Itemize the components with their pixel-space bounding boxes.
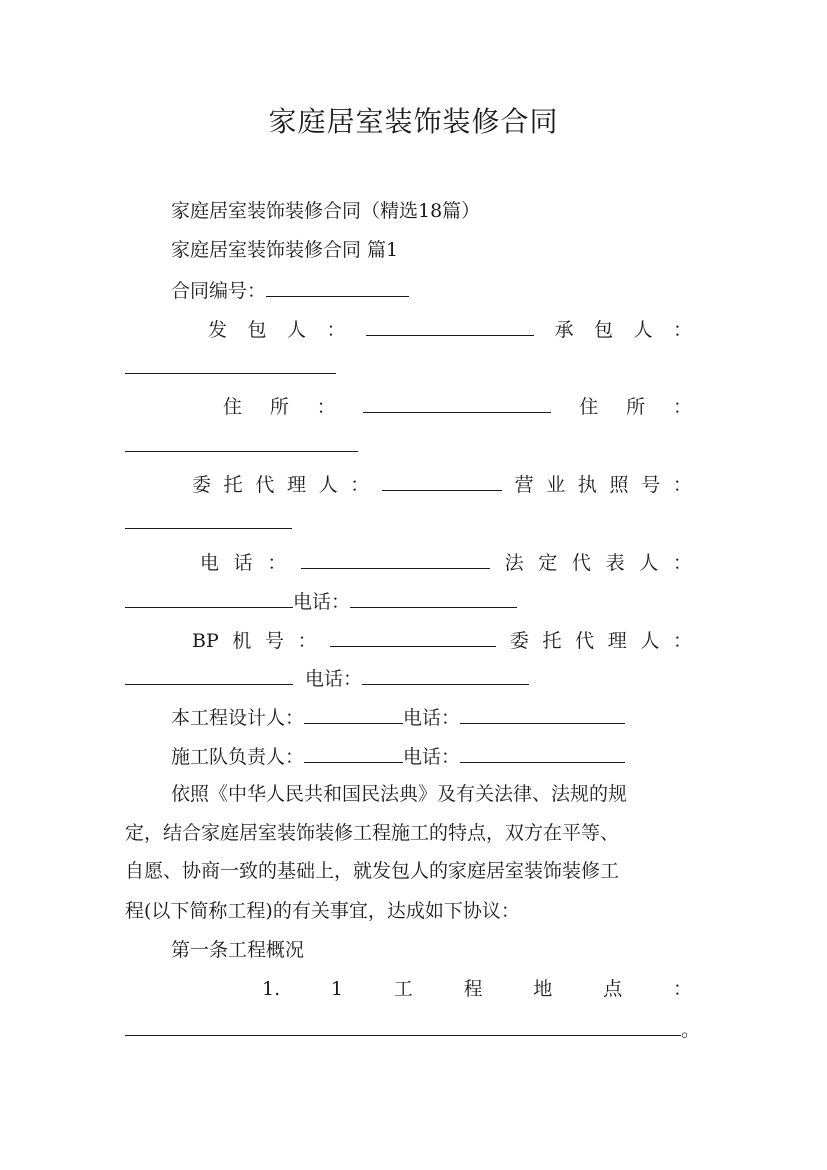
agent-b-blank <box>125 664 293 685</box>
phone-b-label: 电话： <box>293 591 351 613</box>
phone-b-blank <box>350 587 517 608</box>
designer-blank <box>304 703 403 724</box>
team-leader-phone-blank <box>460 742 625 763</box>
team-leader-phone-label: 电话： <box>403 746 461 768</box>
agent-license-line <box>192 470 692 498</box>
pager-label-2: 机 <box>232 630 252 652</box>
legal-rep-label-1: 法 <box>504 552 524 574</box>
license-label-2: 业 <box>546 474 566 496</box>
site-label-4: 程 <box>463 978 483 1000</box>
phone-label-3: ： <box>267 552 287 574</box>
site-label-1: 1. <box>262 978 281 1000</box>
agent-label-2: 托 <box>223 474 243 496</box>
license-label-3: 执 <box>577 474 597 496</box>
paragraph-line-2: 定，结合家庭居室装饰装修工程施工的特点，双方在平等、 <box>125 822 620 844</box>
address-a-label-3: ： <box>316 396 336 418</box>
party-a-label-1: 发 <box>208 319 228 341</box>
license-continuation <box>125 508 697 536</box>
license-label-6: ： <box>672 474 692 496</box>
subtitle: 家庭居室装饰装修合同（精选18篇） <box>171 200 481 222</box>
team-leader-line <box>171 742 697 770</box>
agent-label-4: 理 <box>286 474 306 496</box>
team-leader-blank <box>304 742 403 763</box>
agent-b-label-2: 托 <box>542 630 562 652</box>
article-one-heading: 第一条工程概况 <box>171 939 305 961</box>
site-label-7: ： <box>672 978 692 1000</box>
contract-number-blank <box>266 276 409 297</box>
designer-phone-blank <box>460 703 625 724</box>
agent-b-label-4: 理 <box>607 630 627 652</box>
phone-legal-line <box>200 548 692 576</box>
legal-rep-blank <box>125 587 293 608</box>
address-a-label-1: 住 <box>223 396 243 418</box>
phone-a-blank <box>301 548 490 569</box>
legal-rep-label-3: 代 <box>571 552 591 574</box>
paragraph-line-1: 依照《中华人民共和国民法典》及有关法律、法规的规 <box>171 783 628 805</box>
phone-label-1: 电 <box>200 552 220 574</box>
legal-rep-label-4: 表 <box>605 552 625 574</box>
contract-number-line <box>171 276 697 304</box>
party-b-label-3: 人 <box>633 319 653 341</box>
legal-rep-continuation <box>125 587 697 615</box>
legal-rep-label-2: 定 <box>538 552 558 574</box>
site-label-6: 点 <box>603 978 623 1000</box>
license-label-5: 号 <box>641 474 661 496</box>
agent-label-1: 委 <box>192 474 212 496</box>
party-b-label-2: 包 <box>593 319 613 341</box>
party-a-blank <box>366 315 534 336</box>
designer-phone-label: 电话： <box>403 707 461 729</box>
address-b-blank <box>125 431 358 452</box>
agent-b-label-3: 代 <box>575 630 595 652</box>
agent-b-label-5: 人 <box>640 630 660 652</box>
site-label-3: 工 <box>393 978 413 1000</box>
agent-b-continuation <box>125 664 697 692</box>
site-blank <box>125 1015 681 1036</box>
address-b-label-1: 住 <box>579 396 599 418</box>
license-label-4: 照 <box>609 474 629 496</box>
team-leader-label: 施工队负责人： <box>171 746 305 768</box>
address-line <box>223 392 692 420</box>
designer-line <box>171 703 697 731</box>
agent-label-5: 人 <box>318 474 338 496</box>
legal-rep-label-6: ： <box>672 552 692 574</box>
part-heading: 家庭居室装饰装修合同 篇1 <box>171 239 399 261</box>
agent-label-3: 代 <box>255 474 275 496</box>
party-b-blank <box>125 353 336 374</box>
pager-label-1: BP <box>192 630 219 652</box>
site-period: 。 <box>681 1019 701 1041</box>
contract-number-label: 合同编号： <box>171 280 267 302</box>
party-a-label-3: 人 <box>287 319 307 341</box>
site-continuation <box>125 1015 725 1043</box>
party-a-label-4: ： <box>326 319 346 341</box>
pager-label-3: 号 <box>264 630 284 652</box>
legal-rep-label-5: 人 <box>639 552 659 574</box>
party-b-label-4: ： <box>672 319 692 341</box>
paragraph-line-4: 程(以下简称工程)的有关事宜，达成如下协议： <box>125 900 520 922</box>
document-title: 家庭居室装饰装修合同 <box>268 105 559 138</box>
phone-c-blank <box>362 664 529 685</box>
address-b-continuation <box>125 431 697 459</box>
party-b-label-1: 承 <box>554 319 574 341</box>
address-b-label-2: 所 <box>626 396 646 418</box>
party-b-continuation <box>125 353 697 381</box>
license-blank <box>125 508 292 529</box>
pager-agent-line <box>192 626 692 654</box>
site-line <box>262 976 692 1002</box>
agent-blank <box>382 470 502 491</box>
pager-blank <box>330 626 496 647</box>
agent-b-label-1: 委 <box>509 630 529 652</box>
pager-label-4: ： <box>297 630 317 652</box>
address-b-label-3: ： <box>672 396 692 418</box>
phone-c-label: 电话： <box>305 668 363 690</box>
paragraph-line-3: 自愿、协商一致的基础上，就发包人的家庭居室装饰装修工 <box>125 860 620 882</box>
address-a-blank <box>363 392 551 413</box>
site-label-5: 地 <box>533 978 553 1000</box>
agent-b-label-6: ： <box>672 630 692 652</box>
party-a-label-2: 包 <box>247 319 267 341</box>
agent-label-6: ： <box>350 474 370 496</box>
site-label-2: 1 <box>330 978 344 1000</box>
designer-label: 本工程设计人： <box>171 707 305 729</box>
address-a-label-2: 所 <box>269 396 289 418</box>
phone-label-2: 话 <box>233 552 253 574</box>
party-line <box>208 315 692 343</box>
license-label-1: 营 <box>514 474 534 496</box>
